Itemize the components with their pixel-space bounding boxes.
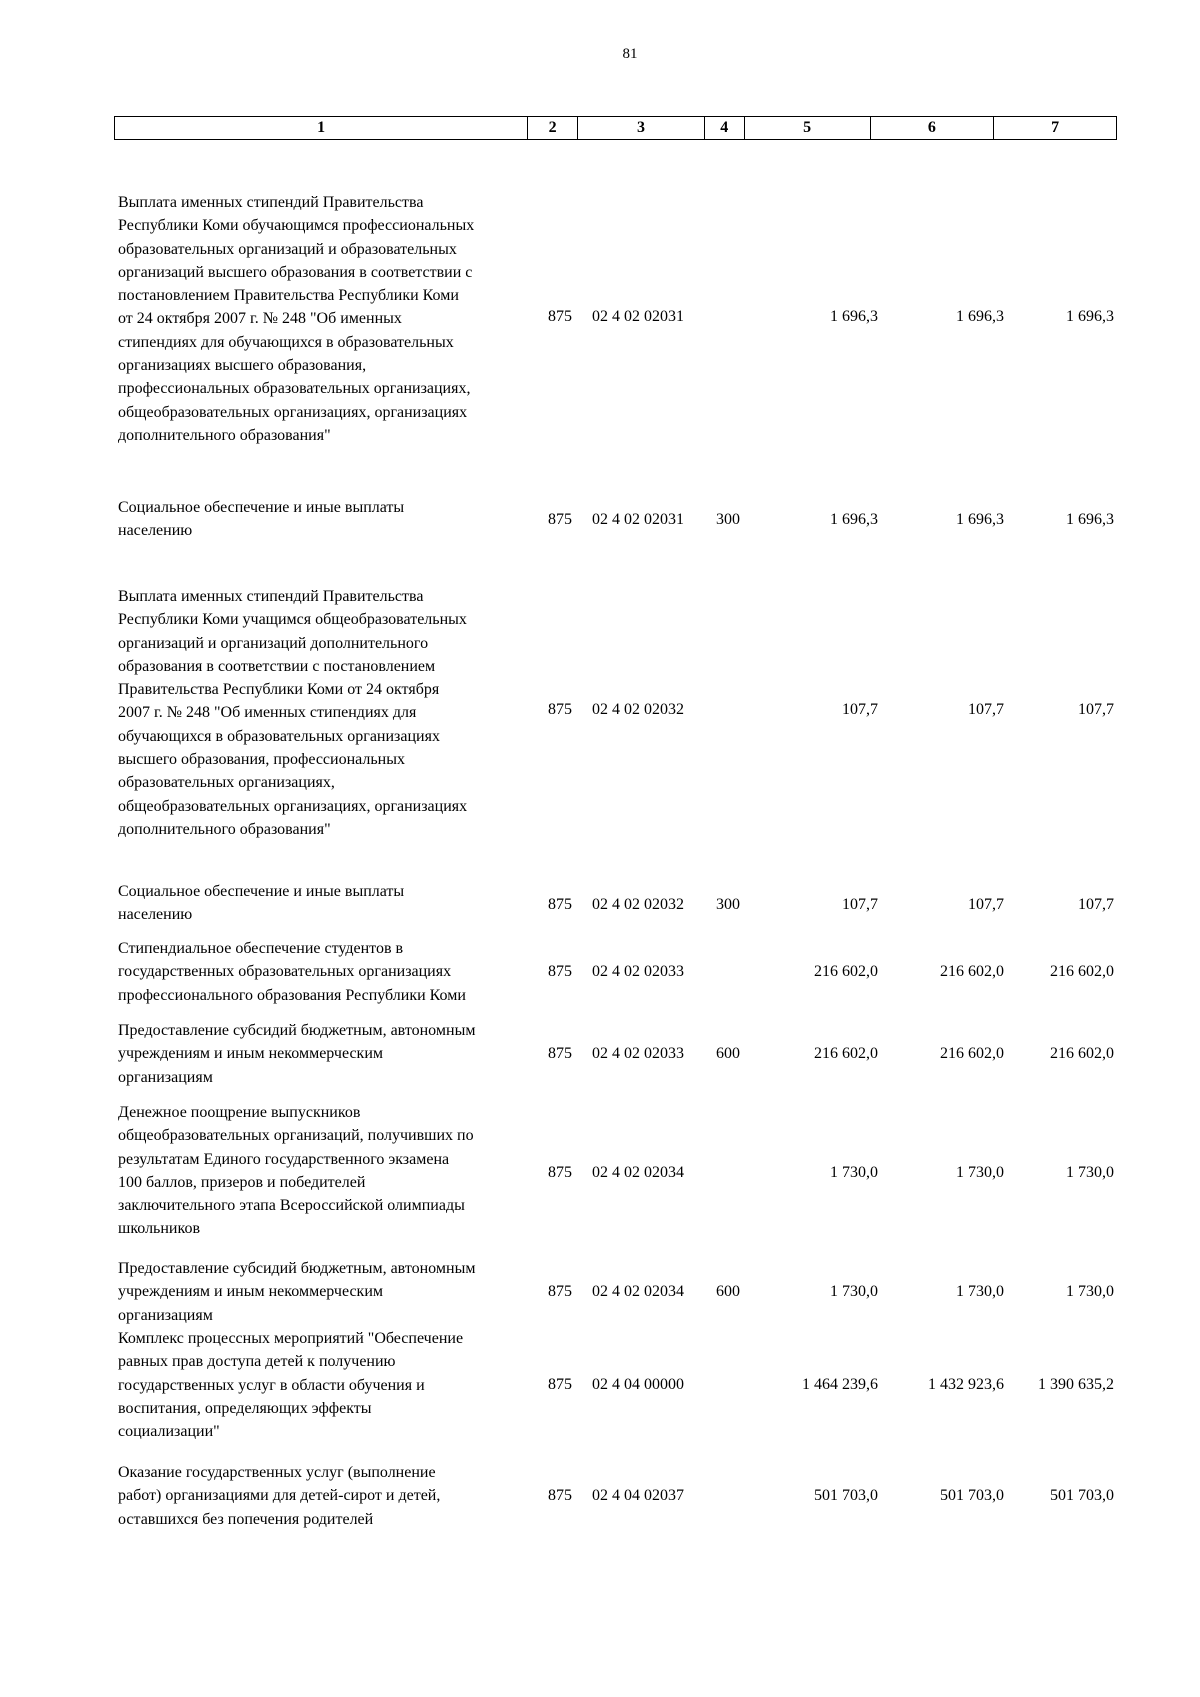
header-col-4: 4 [704, 117, 744, 139]
row-value-6: 107,7 [968, 701, 1004, 718]
row-value-7: 1 696,3 [1066, 511, 1114, 528]
row-value-7: 1 730,0 [1066, 1283, 1114, 1300]
row-description: Комплекс процессных мероприятий "Обеспечение равных прав доступа детей к получению государственных услуг в области обучения и воспитания, определяющих эффекты социализации" [118, 1330, 464, 1441]
row-value-5: 501 703,0 [814, 1487, 878, 1504]
row-description: Стипендиальное обеспечение студентов в государственных образовательных организациях профессионального образования Республики Коми [118, 940, 466, 1004]
header-col-5: 5 [744, 117, 870, 139]
row-description: Оказание государственных услуг (выполнение работ) организациями для детей-сирот и детей, оставшихся без попечения родителей [118, 1464, 441, 1528]
table-header [114, 116, 1117, 140]
row-value-6: 1 432 923,6 [928, 1376, 1004, 1393]
row-value-6: 107,7 [968, 896, 1004, 913]
row-description: Предоставление субсидий бюджетным, автономным учреждениям и иным некоммерческим организациям [118, 1022, 476, 1086]
row-value-6: 1 696,3 [956, 511, 1004, 528]
row-value-6: 1 730,0 [956, 1164, 1004, 1181]
row-value-7: 216 602,0 [1050, 963, 1114, 980]
row-csr: 02 4 04 02037 [592, 1487, 684, 1504]
row-description: Денежное поощрение выпускников общеобразовательных организаций, получивших по результатам Единого государственного экзамена 100 баллов, призеров и победителей заключительного этапа Всероссийской олимпиады школьников [118, 1104, 474, 1238]
row-code: 875 [548, 896, 572, 913]
row-value-5: 107,7 [842, 701, 878, 718]
row-value-5: 1 696,3 [830, 511, 878, 528]
row-description: Выплата именных стипендий Правительства Республики Коми учащимся общеобразовательных организаций и организаций дополнительного образования в соответствии с постановлением Правительства Республики Коми от 24 октября 2007 г. № 248 "Об именных стипендиях для обучающихся в образовательных организациях высшего образования, профессиональных образовательных организациях, общеобразовательных организациях, организациях дополнительного образования" [118, 588, 468, 838]
row-description: Предоставление субсидий бюджетным, автономным учреждениям и иным некоммерческим организациям [118, 1260, 476, 1324]
row-vr: 600 [716, 1283, 740, 1300]
row-description: Социальное обеспечение и иные выплаты населению [118, 883, 405, 924]
row-value-5: 1 464 239,6 [802, 1376, 878, 1393]
row-code: 875 [548, 1045, 572, 1062]
row-value-7: 216 602,0 [1050, 1045, 1114, 1062]
row-value-6: 1 696,3 [956, 308, 1004, 325]
row-value-5: 216 602,0 [814, 963, 878, 980]
row-csr: 02 4 02 02034 [592, 1164, 684, 1181]
row-value-5: 1 696,3 [830, 308, 878, 325]
row-value-6: 1 730,0 [956, 1283, 1004, 1300]
row-code: 875 [548, 963, 572, 980]
page-number: 81 [622, 46, 638, 62]
row-vr: 300 [716, 896, 740, 913]
row-value-5: 1 730,0 [830, 1164, 878, 1181]
row-csr: 02 4 02 02033 [592, 1045, 684, 1062]
row-value-5: 107,7 [842, 896, 878, 913]
row-code: 875 [548, 701, 572, 718]
row-value-6: 501 703,0 [940, 1487, 1004, 1504]
row-csr: 02 4 02 02033 [592, 963, 684, 980]
row-value-7: 1 696,3 [1066, 308, 1114, 325]
row-value-5: 216 602,0 [814, 1045, 878, 1062]
row-value-7: 1 390 635,2 [1038, 1376, 1114, 1393]
row-value-6: 216 602,0 [940, 1045, 1004, 1062]
row-description: Социальное обеспечение и иные выплаты населению [118, 499, 405, 540]
header-col-1: 1 [317, 119, 326, 136]
row-value-7: 107,7 [1078, 896, 1114, 913]
row-code: 875 [548, 1283, 572, 1300]
row-value-7: 1 730,0 [1066, 1164, 1114, 1181]
header-col-3: 3 [577, 117, 704, 139]
row-csr: 02 4 02 02031 [592, 511, 684, 528]
row-csr: 02 4 02 02031 [592, 308, 684, 325]
row-value-5: 1 730,0 [830, 1283, 878, 1300]
row-value-7: 107,7 [1078, 701, 1114, 718]
header-col-7: 7 [993, 117, 1116, 139]
row-description: Выплата именных стипендий Правительства Республики Коми обучающимся профессиональных образовательных организаций и образовательных организаций высшего образования в соответствии с постановлением Правительства Республики Коми от 24 октября 2007 г. № 248 "Об именных стипендиях для обучающихся в образовательных организациях высшего образования, профессиональных образовательных организациях, общеобразовательных организациях, организациях дополнительного образования" [118, 194, 475, 444]
row-code: 875 [548, 308, 572, 325]
header-col-2: 2 [527, 117, 577, 139]
header-col-6: 6 [870, 117, 994, 139]
row-value-6: 216 602,0 [940, 963, 1004, 980]
row-code: 875 [548, 1487, 572, 1504]
row-code: 875 [548, 1164, 572, 1181]
row-code: 875 [548, 511, 572, 528]
row-vr: 600 [716, 1045, 740, 1062]
row-vr: 300 [716, 511, 740, 528]
row-code: 875 [548, 1376, 572, 1393]
row-value-7: 501 703,0 [1050, 1487, 1114, 1504]
row-csr: 02 4 04 00000 [592, 1376, 684, 1393]
row-csr: 02 4 02 02032 [592, 896, 684, 913]
row-csr: 02 4 02 02032 [592, 701, 684, 718]
row-csr: 02 4 02 02034 [592, 1283, 684, 1300]
